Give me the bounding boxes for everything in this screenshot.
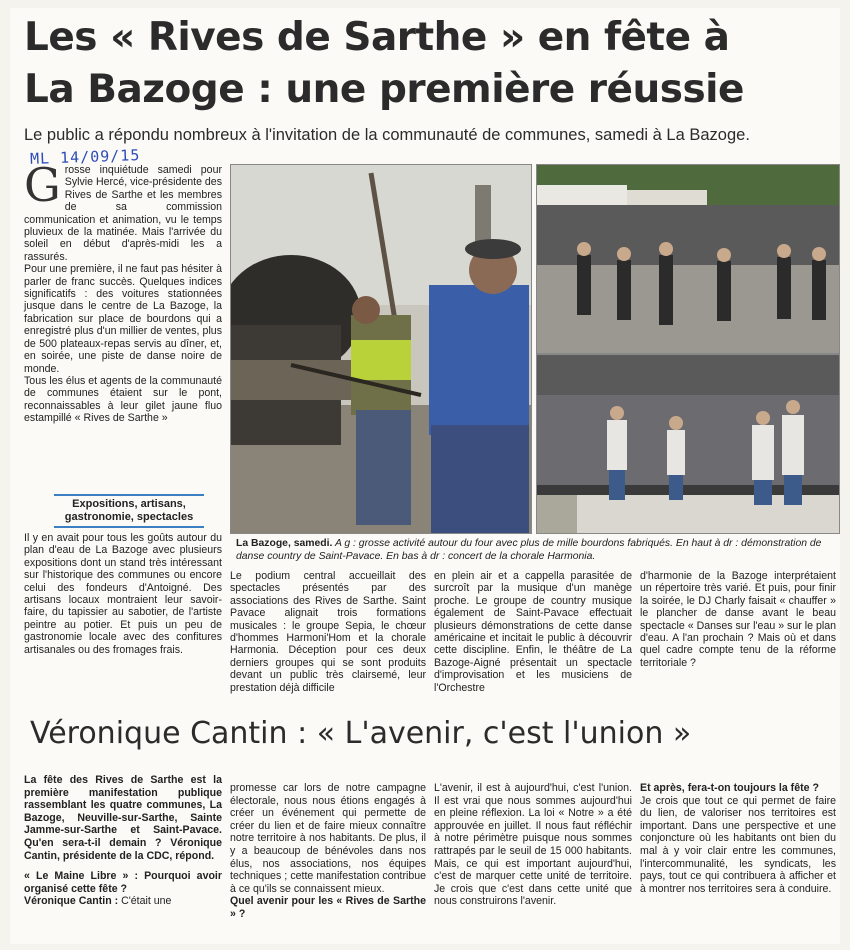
date-stamp: ML 14/09/15 [29, 146, 141, 168]
section-subhead: Expositions, artisans, gastronomie, spectacles [54, 494, 204, 528]
headline-line-1: Les « Rives de Sarthe » en fête à [24, 15, 730, 60]
article-paragraph: d'harmonie de la Bazoge interprétaient un répertoire très varié. Et puis, pour finir la soirée, le DJ Charly faisait « chauffer » le plancher de danse avant le beau spectacle « Danses sur l'eau » sur le plan d'eau. A l'an prochain ? Mais où et dans quel cadre compte tenu de la réforme territoriale ? [640, 570, 836, 669]
photo-caption [236, 538, 842, 563]
interview-column-4 [640, 782, 836, 895]
article-paragraph: rosse inquiétude samedi pour Sylvie Hercé, vice-présidente des Rives de Sarthe et les membres de sa commission communication et animation, vu le temps pluvieux de la matinée. Mais l'arrivée du soleil en début d'après-midi les a rassurés. [24, 164, 222, 263]
interview-column-2 [230, 782, 426, 921]
interview-question: Et après, fera-t-on toujours la fête ? [640, 782, 819, 794]
caption-lead: La Bazoge, samedi. [236, 538, 333, 549]
article-paragraph: en plein air et a cappella parasitée de surcroît par la musique d'un manège proche. Le groupe de country musique également de Saint-Pavace effectuait plusieurs démonstrations de cette danse américaine et incitait le public à découvrir cette discipline. Enfin, le théâtre de La Bazoge-Aigné présentait un spectacle d'improvisation et les musiciens de l'Orchestre [434, 570, 632, 694]
article-paragraph: Il y en avait pour tous les goûts autour du plan d'eau de La Bazoge avec plusieurs expositions dont un stand très intéressant sur l'historique des communes ou encore celui des fondeurs d'Antoigné. Des artisans locaux montraient leur savoir-faire, du tapissier au sabotier, de l'artiste peintre au potier. Et puis un peu de gastronomie locale avec des confitures artisanales ou des fromages frais. [24, 532, 222, 656]
interview-question: « Le Maine Libre » : Pourquoi avoir organisé cette fête ? [24, 870, 222, 895]
article-column-1-continued [24, 532, 222, 656]
article-paragraph: Le podium central accueillait des spectacles présentés par des associations des Rives de Sarthe. Saint Pavace alignait trois formations musicales : le groupe Sepia, le chœur d'hommes Harmoni'Hom et la chorale Harmonia. Déception pour ces deux derniers groupes qui se sont produits devant un public très clairsemé, leur prestation déjà difficile [230, 570, 426, 694]
photo-country-dance [536, 164, 840, 354]
article-column-2 [230, 570, 426, 694]
interview-answer: promesse car lors de notre campagne électorale, nous nous étions engagés à créer un événement qui permette de créer du lien et de faire mieux connaître notre territoire à nos habitants. De plus, il y a beaucoup de bénévoles dans nos élus, nos associations, nos équipes techniques ; cette manifestation contribue à ce qu'ils se connaissent mieux. [230, 782, 426, 895]
article-column-1 [24, 158, 222, 425]
photo-bread-oven [230, 164, 532, 534]
interview-question: Quel avenir pour les « Rives de Sarthe » ? [230, 895, 426, 920]
article-column-4 [640, 570, 836, 669]
interview-column-1 [24, 774, 222, 908]
caption-text: A g : grosse activité autour du four avec plus de mille bourdons fabriqués. En haut à dr : démonstration de danse country de Saint-Pavace. En bas à dr : concert de la chorale Harmonia. [236, 538, 822, 562]
drop-cap: G [24, 158, 61, 212]
interview-title: Véronique Cantin : « L'avenir, c'est l'union » [30, 716, 692, 751]
article-paragraph: Tous les élus et agents de la communauté de communes étaient sur le pont, reconnaissables à leur gilet jaune fluo estampillé « Rives de Sarthe » [24, 374, 222, 425]
headline-line-2: La Bazoge : une première réussie [24, 67, 744, 112]
article-paragraph: Pour une première, il ne faut pas hésiter à parler de franc succès. Quelques indices significatifs : des voitures stationnées jusque dans le centre de La Bazoge, la fabrication sur place de bourdons qui a enregistré plus d'un millier de ventes, plus de 500 plateaux-repas servis au dîner, et, en soirée, une piste de danse noire de monde. [24, 263, 222, 375]
interview-answer: Je crois que tout ce qui permet de faire du lien, de valoriser nos territoires est important. Dans une perspective et une conjoncture où les habitants ont bien du mal à y voir clair entre les communes, l'intercommunalité, les syndicats, les pays, tout ce qui contribuera à afficher et à montrer nos territoires sera à conduire. [640, 794, 836, 895]
newspaper-page [10, 8, 840, 944]
interview-answer: L'avenir, il est à aujourd'hui, c'est l'union. Il est vrai que nous sommes aujourd'hui en pleine réflexion. La loi « Notre » a été approuvée en juillet. Il nous faut réfléchir à notre périmètre puisque nous sommes rattrapés par le seuil de 15 000 habitants. Mais, ce qui est important aujourd'hui, c'est de marquer cette unité de territoire. Je crois que c'est dans cette unité que nous construirons l'avenir. [434, 782, 632, 908]
standfirst: Le public a répondu nombreux à l'invitation de la communauté de communes, samedi à La Bazoge. [24, 126, 750, 144]
interview-column-3 [434, 782, 632, 908]
interviewee-name: Véronique Cantin : [24, 895, 119, 908]
interview-answer: C'était une [118, 895, 172, 908]
interview-intro: La fête des Rives de Sarthe est la première manifestation publique rassemblant les quatre communes, La Bazoge, Neuville-sur-Sarthe, Sainte Jamme-sur-Sarthe et Saint-Pavace. Qu'en sera-t-il demain ? Véronique Cantin, présidente de la CDC, répond. [24, 774, 222, 862]
headline [24, 12, 836, 116]
photo-choir-concert [536, 354, 840, 534]
article-column-3 [434, 570, 632, 694]
